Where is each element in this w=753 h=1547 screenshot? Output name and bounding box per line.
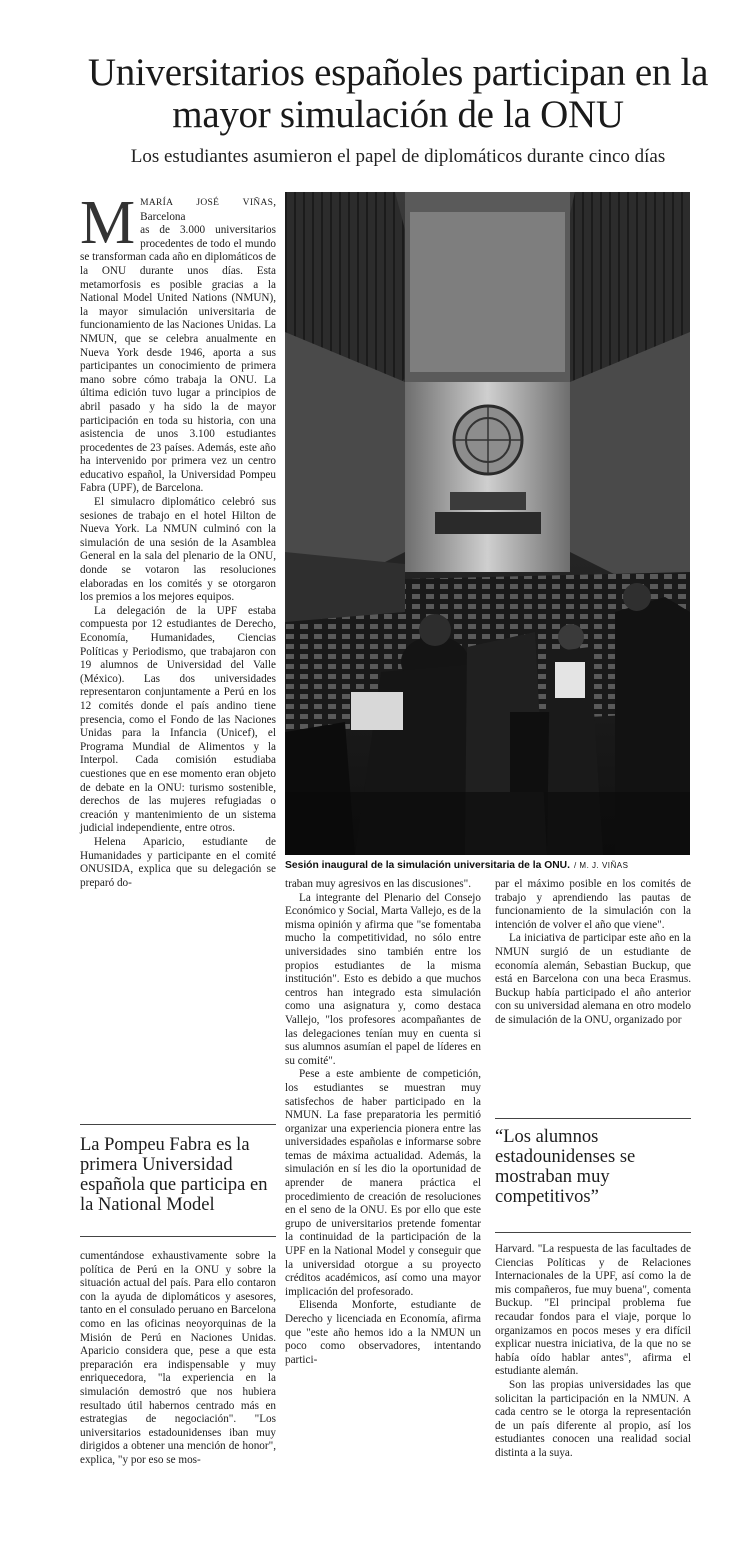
paragraph: Harvard. "La respuesta de las facultades de Ciencias Políticas y de Relaciones Internacionales de la UPF, así como la de mis compañeros, fue muy buena", comenta Buckup. "El principal problema fue recaudar fondos para el viaje, porque lo organizamos en pocos meses y era difícil explicar nuestra iniciativa, de la que no se había oído hablar antes", afirma el estudiante alemán. [495,1243,691,1378]
paragraph: Pese a este ambiente de competición, los estudiantes se muestran muy satisfechos de haber participado en la NMUN. La fase preparatoria les permitió organizar una experiencia pionera entre las universidades españolas e informarse sobre temas de máxima actualidad. Además, la simulación en sí les dio la oportunidad de aprender de manera práctica el procedimiento de creación de resoluciones en el seno de la ONU. Es por ello que este grupo de universitarios pretende fomentar la continuidad de la participación de la UPF en la National Model y conseguir que la universidad otorgue a su proyecto créditos académicos, así como una mayor implicación del profesorado. [285,1068,481,1298]
paragraph: La integrante del Plenario del Consejo Económico y Social, Marta Vallejo, es de la misma opinión y afirma que "se fomentaba mucho la competitividad, no sólo entre universidades sino también entre los propios estudiantes de la misma institución". Esto es debido a que muchos centros han integrado esta simulación como una asignatura y, como destaca Vallejo, "los profesores acompañantes de las delegaciones tenían muy en cuenta si sus alumnos asumían el papel de líderes en su comité". [285,891,481,1067]
photo-caption [285,860,715,871]
pullquote-pompeu-fabra: La Pompeu Fabra es la primera Universidad española que participa en la National Model [80,1135,268,1215]
byline-city: , Barcelona [140,196,276,223]
byline: MARÍA JOSÉ VIÑAS [140,198,274,208]
photo-un-general-assembly [285,192,690,855]
paragraph: Helena Aparicio, estudiante de Humanidades y participante en el comité ONUSIDA, explica que su delegación se preparó do- [80,835,276,889]
paragraph: Elisenda Monforte, estudiante de Derecho y licenciada en Economía, afirma que "este año hemos ido a la NMUN un poco como observadores, intentando partici- [285,1299,481,1366]
pullquote-2-rule-bottom [495,1232,691,1233]
lead-text: as de 3.000 universitarios procedentes de todo el mundo se transforman cada año en diplomáticos de la ONU durante unos días. Esta metamorfosis es posible gracias a la National Model United Nations (NMUN), la mayor simulación universitaria de funcionamiento de las Naciones Unidas. La NMUN, que se celebra anualmente en Nueva York desde 1946, aporta a sus participantes un conocimiento de primera mano sobre cómo trabaja la ONU. La última edición tuvo lugar a principios de abril pasado y ha sido la de mayor participación en toda su historia, con una asistencia de unos 3.100 estudiantes procedentes de 23 países. Además, este año ha intervenido por primera vez un centro educativo español, la Universidad Pompeu Fabra (UPF), de Barcelona. [80,224,276,495]
photo-credit: / M. J. VIÑAS [573,861,629,870]
article-column-3 [495,878,691,1028]
paragraph: traban muy agresivos en las discusiones". [285,878,472,890]
paragraph: Son las propias universidades las que solicitan la participación en la NMUN. A cada centro se le otorga la representación de un país diferente al propio, así los estudiantes conocen una realidad social distinta a la suya. [495,1378,691,1459]
paragraph: cumentándose exhaustivamente sobre la política de Perú en la ONU y sobre la situación actual del país. Para ello contaron con la ayuda de diplomáticos y asesores, tanto en el consulado peruano en Barcelona como en las oficinas neoyorquinas de la Misión de Perú en Naciones Unidas. Aparicio considera que, pese a que esta preparación era indispensable y muy enriquecedora, "la experiencia en la simulación demostró que nos hubiera resultado útil habernos centrado más en estrategias de negociación". "Los universitarios estadounidenses iban muy dirigidos a obtener una mención de honor", explica, "y por eso se mos- [80,1250,276,1466]
drop-cap: M [80,189,136,257]
caption-text: Sesión inaugural de la simulación universitaria de la ONU. [285,860,570,871]
paragraph: La iniciativa de participar este año en la NMUN surgió de un estudiante de economía alemán, Sebastian Buckup, que está en Barcelona con una beca Erasmus. Buckup había participado el año anterior con su universidad alemana en otro modelo de simulación de la ONU, organizado por [495,932,691,1026]
headline: Universitarios españoles participan en la mayor simulación de la ONU [87,51,709,136]
assembly-hall-photo-icon [285,192,690,855]
pullquote-2-rule-top [495,1118,691,1119]
pullquote-rule-bottom [80,1236,276,1237]
paragraph: El simulacro diplomático celebró sus sesiones de trabajo en el hotel Hilton de Nueva York. La NMUN culminó con la simulación de una sesión de la Asamblea General en la sala del plenario de la ONU, donde se votaron las resoluciones elaboradas en los comités y se otorgaron los premios a los mejores equipos. [80,496,276,604]
subheadline: Los estudiantes asumieron el papel de diplomáticos durante cinco días [130,146,666,167]
article-column-2 [285,878,481,1367]
article-column-1 [80,189,276,890]
article-column-3-continued [495,1243,691,1461]
pullquote-rule-top [80,1124,276,1125]
paragraph: par el máximo posible en los comités de trabajo y aprendiendo las pautas de funcionamiento de la simulación con la intención de volver el año que viene". [495,878,691,931]
paragraph: La delegación de la UPF estaba compuesta por 12 estudiantes de Derecho, Economía, Humanidades, Ciencias Políticas y Periodismo, que trabajaron con 19 alumnos de Universidad del Valle (México). Las dos universidades representaron conjuntamente a Perú en los 12 comités donde el país andino tiene presencia, como el Fondo de las Naciones Unidas para la Infancia (Unicef), el Programa Mundial de Alimentos y la Interpol. Cada comisión estudiaba cuestiones que en ese momento eran objeto de debate en la ONU: turismo sostenible, derechos de las mujeres refugiadas o creación y mantenimiento de un sistema judicial independiente, entre otros. [80,604,276,835]
pullquote-competitive: “Los alumnos estadounidenses se mostraban muy competitivos” [495,1127,636,1207]
article-column-1-continued [80,1250,276,1468]
